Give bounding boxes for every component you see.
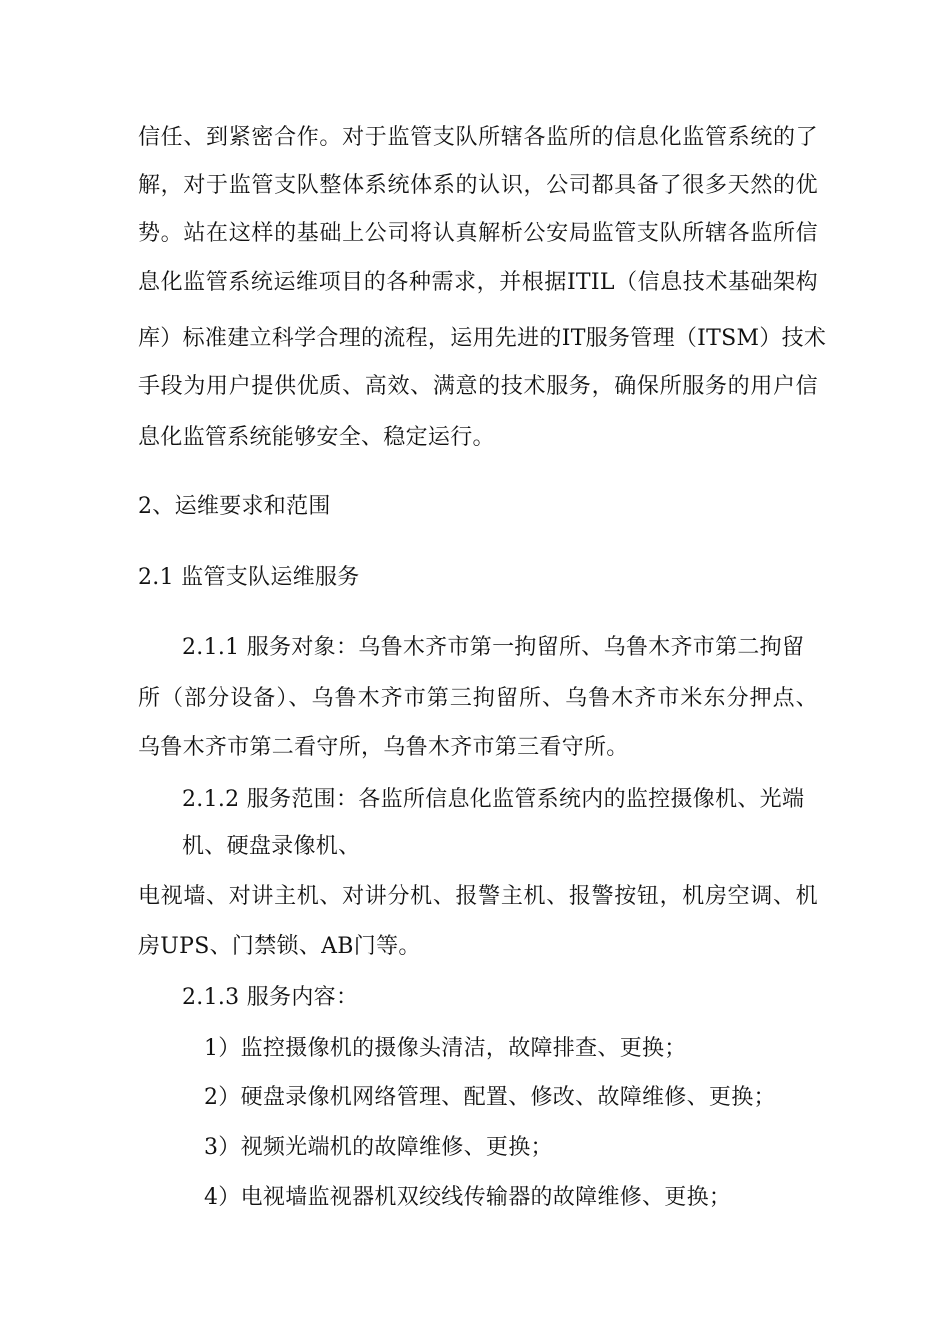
item-2-1-2-line-4: 房UPS、门禁锁、AB门等。 [138,934,421,959]
intro-line-5: 库）标准建立科学合理的流程，运用先进的IT服务管理（ITSM）技术 [138,326,827,351]
section-2-heading: 2、运维要求和范围 [138,494,331,519]
service-list-item-2: 2）硬盘录像机网络管理、配置、修改、故障维修、更换； [204,1085,776,1110]
intro-line-6: 手段为用户提供优质、高效、满意的技术服务，确保所服务的用户信 [138,374,818,399]
item-2-1-2-line-3: 电视墙、对讲主机、对讲分机、报警主机、报警按钮，机房空调、机 [138,884,818,909]
intro-line-1: 信任、到紧密合作。对于监管支队所辖各监所的信息化监管系统的了 [138,125,818,150]
item-2-1-1-line-3: 乌鲁木齐市第二看守所，乌鲁木齐市第三看守所。 [138,735,629,760]
item-2-1-1-line-2: 所（部分设备）、乌鲁木齐市第三拘留所、乌鲁木齐市米东分押点、 [138,686,818,711]
intro-line-7: 息化监管系统能够安全、稳定运行。 [138,425,495,450]
section-2-1-heading: 2.1 监管支队运维服务 [138,565,360,590]
intro-line-3: 势。站在这样的基础上公司将认真解析公安局监管支队所辖各监所信 [138,221,818,246]
intro-line-4: 息化监管系统运维项目的各种需求，并根据ITIL（信息技术基础架构 [138,270,818,295]
service-list-item-3: 3）视频光端机的故障维修、更换； [204,1135,553,1160]
intro-line-2: 解，对于监管支队整体系统体系的认识，公司都具备了很多天然的优 [138,173,818,198]
item-2-1-2-line-2: 机、硬盘录像机、 [182,834,361,859]
item-2-1-1-line-1: 2.1.1 服务对象：乌鲁木齐市第一拘留所、乌鲁木齐市第二拘留 [182,635,805,660]
item-2-1-2-line-1: 2.1.2 服务范围：各监所信息化监管系统内的监控摄像机、光端 [182,787,805,812]
service-list-item-4: 4）电视墙监视器机双绞线传输器的故障维修、更换； [204,1185,732,1210]
item-2-1-3-heading: 2.1.3 服务内容： [182,985,359,1010]
service-list-item-1: 1）监控摄像机的摄像头清洁，故障排查、更换； [204,1036,687,1061]
